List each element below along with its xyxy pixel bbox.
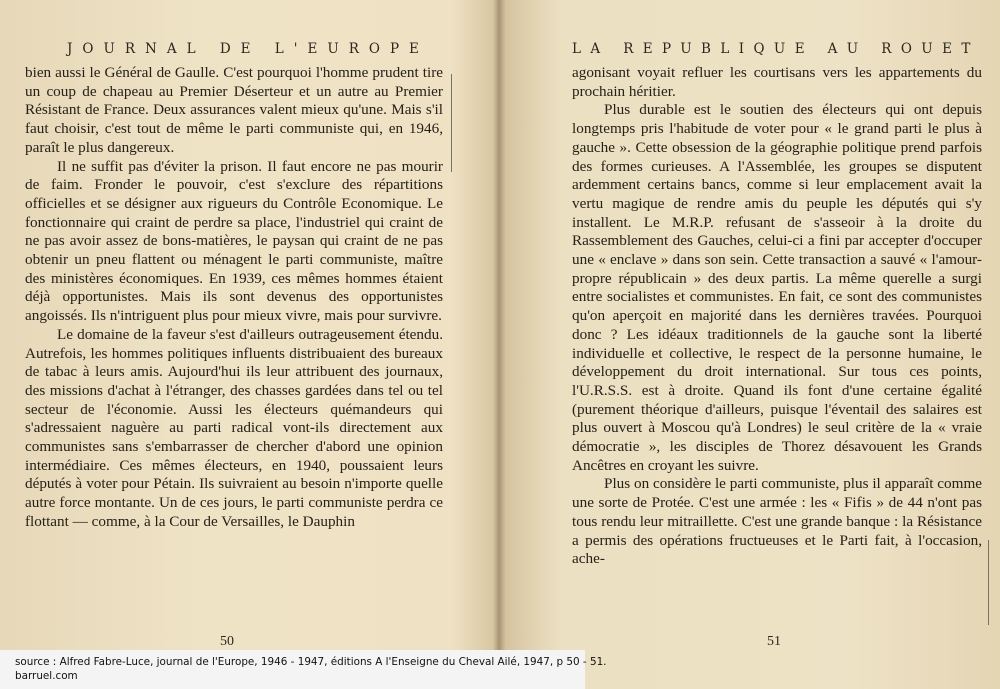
source-citation: source : Alfred Fabre-Luce, journal de l'Europe, 1946 - 1947, éditions A l'Enseigne du Cheval Ailé, 1947, p 50 - 51.	[15, 656, 607, 668]
source-caption	[15, 656, 606, 683]
right-page	[572, 0, 982, 660]
page-number-left: 50	[220, 634, 234, 649]
running-head-right: LA REPUBLIQUE AU ROUET	[572, 41, 980, 57]
paragraph: Le domaine de la faveur s'est d'ailleurs outrageusement étendu. Autrefois, les hommes politiques influents distribuaient des bureaux de tabac à leurs amis. Aujourd'hui ils leur attribuent des journaux, des missions d'achat à l'étranger, des chasses gardées dans tel ou tel secteur de l'économie. Aussi les électeurs quémandeurs qui s'adressaient naguère au parti radical vont-ils directement aux communistes sans s'embarrasser de chercher d'abord une opinion intermédiaire. Ces mêmes électeurs, en 1940, poussaient leurs députés à voter pour Pétain. Ils suivraient au besoin n'importe quelle autre force montante. Un de ces jours, le parti communiste perdra ce flottant — comme, à la Cour de Versailles, le Dauphin	[25, 325, 443, 530]
margin-pencil-mark	[451, 74, 452, 172]
running-head-left: JOURNAL DE L'EUROPE	[67, 41, 429, 57]
page-number-right: 51	[767, 634, 781, 649]
paragraph: Il ne suffit pas d'éviter la prison. Il faut encore ne pas mourir de faim. Fronder le pouvoir, c'est s'exclure des répartitions officielles et se désigner aux rigueurs du Contrôle Economique. Le fonctionnaire qui craint de perdre sa place, l'industriel qui craint de ne pas avoir assez de bons-matières, le paysan qui craint de ne pas obtenir un pneu flattent ou ménagent le parti communiste, maître des ministères économiques. En 1939, ces mêmes hommes étaient déjà opportunistes. Mais ils sont devenus des opportunistes angoissés. Ils n'intriguent plus pour mieux vivre, mais pour survivre.	[25, 157, 443, 325]
source-website: barruel.com	[15, 669, 78, 682]
paragraph: Plus durable est le soutien des électeurs qui ont depuis longtemps pris l'habitude de voter pour « le grand parti le plus à gauche ». Cette obsession de la géographie politique prend parfois des formes curieuses. A l'Assemblée, les groupes se disputent ardemment certains bancs, comme si leur emplacement avait la vertu magique de rendre amis du peuple les députés qui s'y installent. Le M.R.P. refusant de s'asseoir à la droite du Rassemblement des Gauches, celui-ci a fini par accepter d'occuper une « enclave » dans son sein. Cette transaction a sauvé « l'amour-propre républicain » des deux partis. La même querelle a surgi entre socialistes et communistes. En fait, ce sont des communistes qu'on aperçoit en majorité dans les dernières travées. Pourquoi donc ? Les idéaux traditionnels de la gauche sont la liberté individuelle et collective, le respect de la personne humaine, le développement du droit international. Sur tous ces points, l'U.R.S.S. est à droite. Quand ils font d'une certaine égalité (purement théorique d'ailleurs, puisque l'éventail des salaires est plus ouvert à Moscou qu'à Londres) le seul critère de la « vraie démocratie », les disciples de Thorez désavouent les Grands Ancêtres en croyant les suivre.	[572, 101, 982, 474]
paragraph: Plus on considère le parti communiste, plus il apparaît comme une sorte de Protée. C'est une armée : les « Fifis » de 44 n'ont pas tous rendu leur mitraillette. C'est une grande banque : la Résistance a permis des opérations fructueuses et le Parti fait, à l'occasion, ache-	[572, 475, 982, 568]
left-page	[25, 0, 443, 660]
paragraph: agonisant voyait refluer les courtisans vers les appartements du prochain héritier.	[572, 64, 982, 100]
left-page-text	[25, 64, 443, 532]
margin-pencil-mark	[988, 540, 989, 625]
paragraph: bien aussi le Général de Gaulle. C'est pourquoi l'homme prudent tire un coup de chapeau au Premier Déserteur et un autre au Premier Résistant de France. Deux assurances valent mieux qu'une. Mais s'il faut choisir, c'est tout de même le parti communiste qui, en 1946, paraît le plus dangereux.	[25, 64, 443, 156]
right-page-text	[572, 64, 982, 569]
